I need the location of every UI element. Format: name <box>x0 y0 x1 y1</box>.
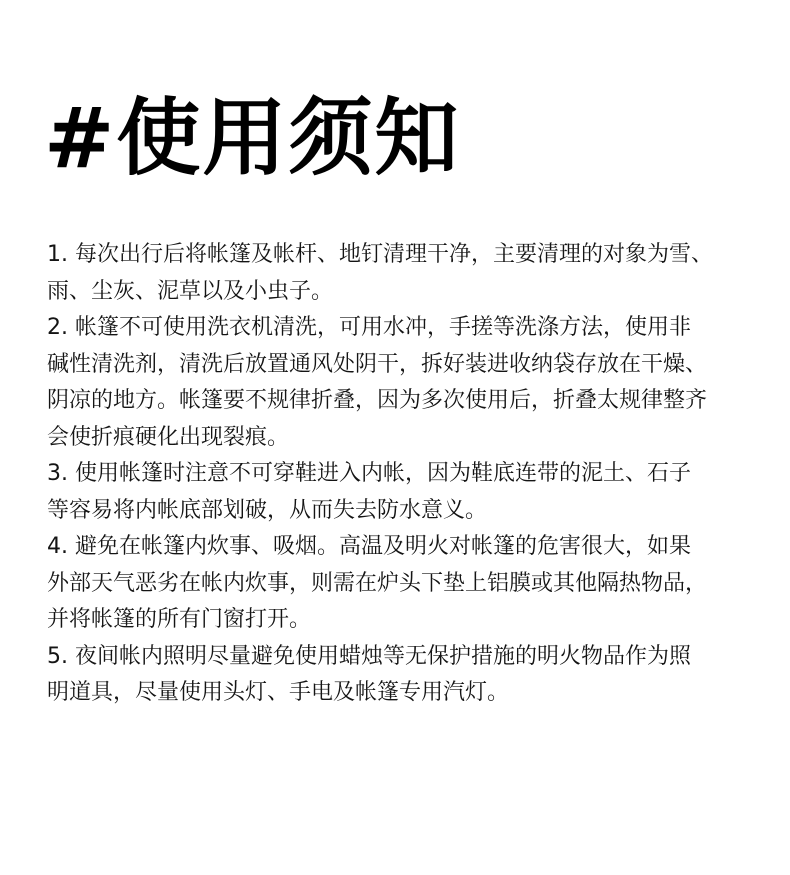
note-2-line-4: 会使折痕硬化出现裂痕。 <box>47 424 290 450</box>
note-2-line-3: 阴凉的地方。帐篷要不规律折叠，因为多次使用后，折叠太规律整齐 <box>47 388 708 413</box>
note-3-line-1: 3. 使用帐篷时注意不可穿鞋进入内帐，因为鞋底连带的泥土、石子 <box>47 461 691 486</box>
note-item-1 <box>47 237 767 310</box>
note-5-line-1: 5. 夜间帐内照明尽量避免使用蜡烛等无保护措施的明火物品作为照 <box>47 643 691 669</box>
note-4-line-2: 外部天气恶劣在帐内炊事，则需在炉头下垫上铝膜或其他隔热物品， <box>47 570 708 596</box>
note-4-line-1: 4. 避免在帐篷内炊事、吸烟。高温及明火对帐篷的危害很大，如果 <box>47 534 691 559</box>
note-item-3 <box>47 456 767 529</box>
note-item-5 <box>47 639 767 712</box>
note-item-2 <box>47 310 767 456</box>
note-4-line-3: 并将帐篷的所有门窗打开。 <box>47 607 312 632</box>
note-1-line-2: 雨、尘灰、泥草以及小虫子。 <box>47 278 334 304</box>
note-3-line-2: 等容易将内帐底部划破，从而失去防水意义。 <box>47 497 488 523</box>
note-2-line-2: 碱性清洗剂，清洗后放置通风处阴干，拆好装进收纳袋存放在干燥、 <box>47 351 708 377</box>
note-item-4 <box>47 529 767 639</box>
note-2-line-1: 2. 帐篷不可使用洗衣机清洗，可用水冲，手搓等洗涤方法，使用非 <box>47 315 691 340</box>
page-title: #使用须知 <box>44 89 461 187</box>
note-5-line-2: 明道具，尽量使用头灯、手电及帐篷专用汽灯。 <box>47 680 510 705</box>
note-1-line-1: 1. 每次出行后将帐篷及帐杆、地钉清理干净，主要清理的对象为雪、 <box>47 242 713 267</box>
usage-notes-list <box>47 237 767 712</box>
